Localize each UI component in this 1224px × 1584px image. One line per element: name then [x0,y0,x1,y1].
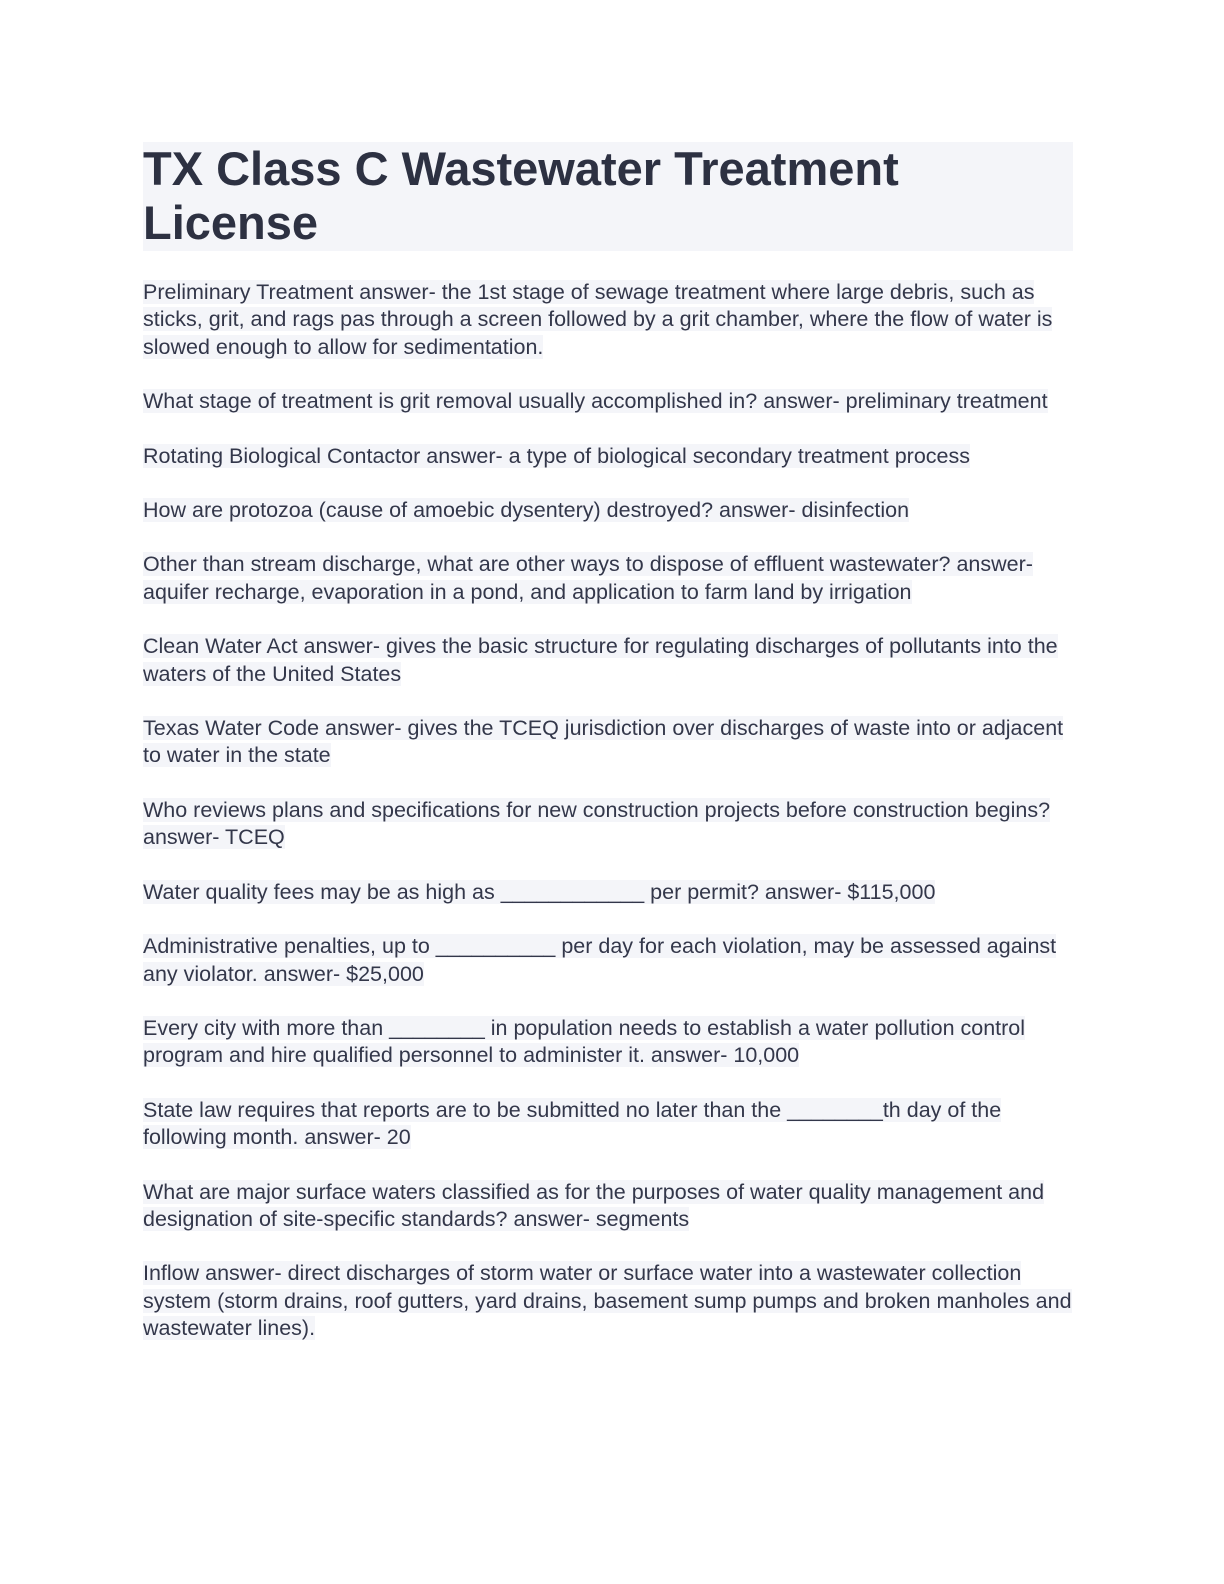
qa-entry-text: Administrative penalties, up to __________ per day for each violation, may be assessed against any violator. answer- $25,000 [143,934,1057,986]
qa-entry-text: Clean Water Act answer- gives the basic structure for regulating discharges of pollutants into the waters of the United States [143,634,1058,686]
qa-entry [143,715,1073,770]
qa-entry [143,551,1073,606]
qa-entry [143,879,1073,906]
qa-entry-text: Every city with more than ________ in population needs to establish a water pollution control program and hire qualified personnel to administer it. answer- 10,000 [143,1015,1026,1068]
qa-list [143,279,1073,1343]
title-block [143,142,1073,251]
qa-entry-text: Who reviews plans and specifications for new construction projects before construction begins? answer- TCEQ [143,797,1051,850]
qa-entry-text: How are protozoa (cause of amoebic dysentery) destroyed? answer- disinfection [143,498,910,523]
qa-entry [143,1097,1073,1152]
qa-entry-text: Other than stream discharge, what are other ways to dispose of effluent wastewater? answer- aquifer recharge, evaporation in a pond, and application to farm land by irrigation [143,552,1033,604]
qa-entry [143,1260,1073,1342]
qa-entry [143,633,1073,688]
qa-entry-text: Rotating Biological Contactor answer- a type of biological secondary treatment process [143,443,970,468]
document-page [143,142,1073,1370]
qa-entry [143,1015,1073,1070]
qa-entry-text: What stage of treatment is grit removal usually accomplished in? answer- preliminary treatment [143,389,1048,414]
qa-entry-text: What are major surface waters classified as for the purposes of water quality management and designation of site-specific standards? answer- segments [143,1179,1045,1231]
qa-entry-text: Texas Water Code answer- gives the TCEQ jurisdiction over discharges of waste into or adjacent to water in the state [143,716,1064,768]
qa-entry [143,933,1073,988]
qa-entry [143,1179,1073,1234]
qa-entry [143,388,1073,415]
qa-entry-text: Water quality fees may be as high as ____________ per permit? answer- $115,000 [143,879,936,904]
qa-entry [143,797,1073,852]
qa-entry [143,443,1073,470]
page-title: TX Class C Wastewater Treatment License [143,142,899,249]
qa-entry-text: Inflow answer- direct discharges of storm water or surface water into a wastewater collection system (storm drains, roof gutters, yard drains, basement sump pumps and broken manholes and wastewater lines). [143,1261,1072,1341]
qa-entry [143,279,1073,361]
qa-entry-text: State law requires that reports are to be submitted no later than the ________th day of the following month. answer- 20 [143,1097,1002,1150]
qa-entry-text: Preliminary Treatment answer- the 1st stage of sewage treatment where large debris, such as sticks, grit, and rags pas through a screen followed by a grit chamber, where the flow of water is slowed enough to allow for sedimentation. [143,280,1053,359]
qa-entry [143,497,1073,524]
